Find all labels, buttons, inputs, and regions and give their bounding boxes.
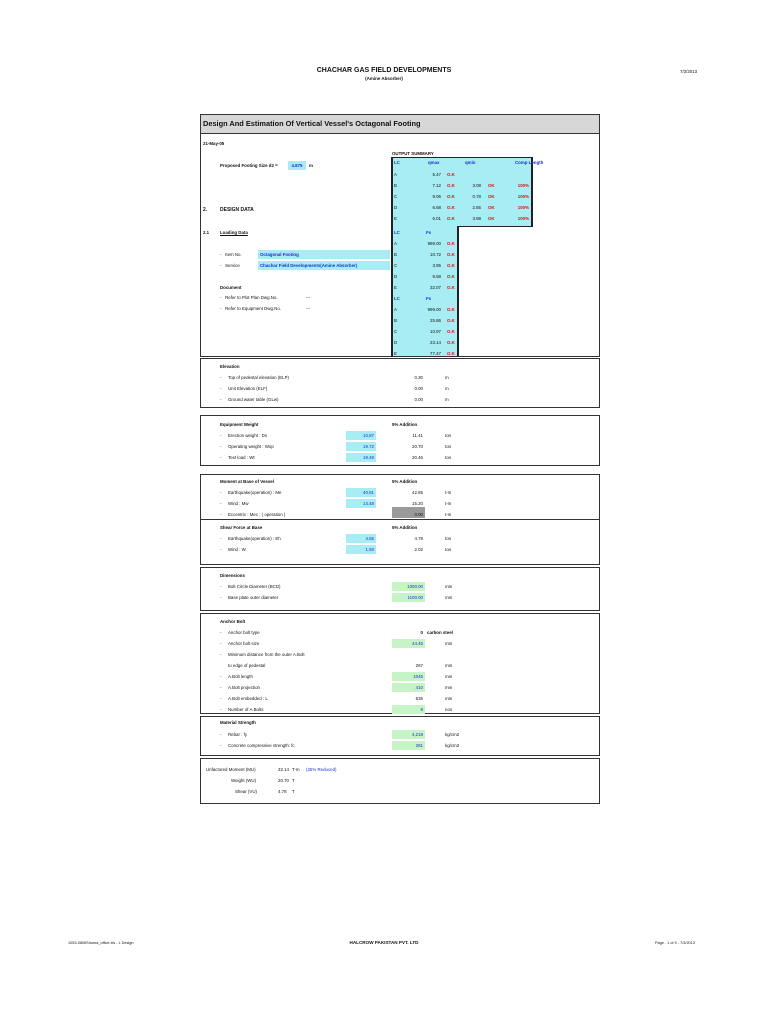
moment-row-label: Earthquake(operation) : Me xyxy=(228,490,282,495)
moment-row-value: 0.00 xyxy=(414,512,423,517)
dimensions-row-value[interactable]: 1100.00 xyxy=(392,593,425,602)
anchor-row-bullet: - xyxy=(220,674,222,679)
anchor-row-value: 267 xyxy=(415,663,423,668)
equipment_weight-row-value: 20.46 xyxy=(412,455,423,460)
unfactored-note: (25% Reduced) xyxy=(306,767,337,772)
sheet-date: 21-May-05 xyxy=(203,141,225,146)
anchor-row-unit: mm xyxy=(445,663,453,668)
elevation-row-bullet: - xyxy=(220,375,222,380)
moment-row-unit: t-m xyxy=(445,512,452,517)
summary-lc-cell: C xyxy=(394,194,398,199)
fs-status-cell: O.K xyxy=(447,274,455,279)
shear-row-input[interactable]: 1.93 xyxy=(346,545,376,554)
summary-header-cell: Comp Length xyxy=(515,160,544,165)
summary-comp-length: 100% xyxy=(517,183,529,188)
subsection-title: Loading Data xyxy=(220,230,248,235)
dimensions-row-bullet: - xyxy=(220,595,222,600)
dimensions-row-label: Bolt Circle Diameter (BCD) xyxy=(228,584,281,589)
summary-qmax-cell: 6.68 xyxy=(432,205,441,210)
anchor-row-unit: mm xyxy=(445,674,453,679)
material-row-label: Concrete compressive strength: fc xyxy=(228,743,295,748)
anchor-row-value: 635 xyxy=(415,696,423,701)
anchor-row-label: Anchor bolt type xyxy=(228,630,260,635)
summary-qmax-status: O.K xyxy=(447,205,455,210)
anchor-title: Anchor Bolt xyxy=(220,619,246,624)
summary-right-border xyxy=(531,157,533,227)
moment-row-label: Eccentric : Mec : ( operation ) xyxy=(228,512,286,517)
summary-qmax-cell: 7.12 xyxy=(432,183,441,188)
header-date: 7/3/2013 xyxy=(680,69,698,74)
shear-row-unit: ton xyxy=(445,547,452,552)
moment-row-bullet: - xyxy=(220,512,222,517)
fs-value-cell: 25.86 xyxy=(430,318,441,323)
elevation-row-unit: m xyxy=(445,375,449,380)
summary-qmin-cell: 2.65 xyxy=(472,205,481,210)
equipment_weight-row-bullet: - xyxy=(220,444,222,449)
dimensions-row-label: Base plate outer diameter xyxy=(228,595,279,600)
section-number: 2. xyxy=(203,207,208,213)
moment-row-label: Wind : Mw xyxy=(228,501,249,506)
material-row-unit: kg/cm2 xyxy=(445,743,460,748)
fs-status-cell: O.K xyxy=(447,329,455,334)
equipment_weight-row-unit: ton xyxy=(445,444,452,449)
fs-lc-cell: B xyxy=(394,318,397,323)
equipment_weight-row-unit: ton xyxy=(445,455,452,460)
document-title: CHACHAR GAS FIELD DEVELOPMENTS xyxy=(316,67,452,74)
anchor-row-unit: mm xyxy=(445,685,453,690)
elevation-row-unit: m xyxy=(445,386,449,391)
fs-lc-cell: C xyxy=(394,263,398,268)
item-value[interactable]: Octagonal Footing xyxy=(258,250,390,259)
summary-comp-length: 100% xyxy=(517,205,529,210)
ref-equip-label: - Refer to Equipment Dwg.No. xyxy=(220,306,282,311)
equipment_weight-row-value: 11.41 xyxy=(412,433,423,438)
material-title: Material Strength xyxy=(220,720,256,725)
unfactored-label: Shear (VU) xyxy=(235,789,257,794)
fs-value-cell: 23.14 xyxy=(430,340,441,345)
anchor-row-label: A.Bolt projection xyxy=(228,685,260,690)
fs-lc-cell: E xyxy=(394,285,397,290)
anchor-row-label: A.Bolt length xyxy=(228,674,253,679)
footer-company: HALCROW PAKISTAN PVT. LTD xyxy=(349,940,419,945)
summary-mid-border xyxy=(457,226,459,357)
fs-value-cell: 999.00 xyxy=(427,241,441,246)
summary-qmin-status: OK xyxy=(488,205,495,210)
elevation-row-bullet: - xyxy=(220,397,222,402)
summary-lc-cell: D xyxy=(394,205,398,210)
shear-row-label: Earthquake(operation) : Eh xyxy=(228,536,281,541)
summary-qmin-status: OK xyxy=(488,216,495,221)
equipment_weight-row-label: Operating weight : Wop xyxy=(228,444,274,449)
footing-size-label: Proposed Footing Size d2 = xyxy=(220,163,278,168)
elevation-row-value: 0.00 xyxy=(414,386,423,391)
anchor-row-label: A.Bolt embedded : L xyxy=(228,696,268,701)
shear-row-unit: ton xyxy=(445,536,452,541)
unfactored-label: Unfactored Moment (MU) xyxy=(206,767,256,772)
equipment_weight-row-label: Erection weight : Ds xyxy=(228,433,268,438)
fs-status-cell: O.K xyxy=(447,318,455,323)
summary-comp-length: 100% xyxy=(517,194,529,199)
shear-row-bullet: - xyxy=(220,536,222,541)
summary-left-border xyxy=(391,157,393,357)
equipment_weight-row-label: Test load : Wt xyxy=(228,455,255,460)
anchor-row-bullet: - xyxy=(220,696,222,701)
fs-status-cell: O.K xyxy=(447,263,455,268)
equipment-weight-title: Equipment Weight xyxy=(220,422,259,427)
elevation-row-bullet: - xyxy=(220,386,222,391)
summary-lc-cell: B xyxy=(394,183,397,188)
fs-value-cell: 3.95 xyxy=(432,263,441,268)
section-title: DESIGN DATA xyxy=(220,207,254,213)
unfactored-value: 32.14 xyxy=(278,767,289,772)
summary-header-cell: qmax xyxy=(428,160,440,165)
anchor-row-bullet: - xyxy=(220,652,222,657)
unfactored-label: Weight (WU) xyxy=(231,778,257,783)
anchor-row-unit: nos xyxy=(445,707,453,712)
dimensions-title: Dimensions xyxy=(220,573,245,578)
summary-step-border xyxy=(457,226,533,227)
moment-row-value: 42.85 xyxy=(412,490,423,495)
anchor-row-label: to edge of pedestal xyxy=(228,663,266,668)
anchor-row-bullet: - xyxy=(220,707,222,712)
fs-value-cell: 999.00 xyxy=(427,307,441,312)
fs-status-cell: O.K xyxy=(447,307,455,312)
fs-header-fs: Fs xyxy=(426,296,432,301)
summary-comp-length: 100% xyxy=(517,216,529,221)
material-row-value[interactable]: 4,218 xyxy=(392,730,425,739)
subsection-number: 2.1 xyxy=(203,230,210,235)
summary-qmin-cell: 0.78 xyxy=(472,194,481,199)
fs-lc-cell: B xyxy=(394,252,397,257)
fs-status-cell: O.K xyxy=(447,241,455,246)
summary-qmax-cell: 6.01 xyxy=(432,216,441,221)
shear-row-value: 4.78 xyxy=(414,536,423,541)
anchor-type-material: carbon steel xyxy=(427,630,453,635)
moment-row-unit: t-m xyxy=(445,501,452,506)
item-label: - Item No. xyxy=(220,252,242,257)
elevation-row-label: Unit Elevation (ELF) xyxy=(228,386,268,391)
fs-status-cell: O.K xyxy=(447,351,455,356)
fs-lc-cell: C xyxy=(394,329,398,334)
fs-status-cell: O.K xyxy=(447,252,455,257)
footing-size-unit: m xyxy=(309,163,313,168)
material-row-value[interactable]: 281 xyxy=(392,741,425,750)
unfactored-unit: T xyxy=(292,789,295,794)
service-value[interactable]: Chachar Field Developments(Amine Absorber) xyxy=(258,261,390,270)
unfactored-unit: T xyxy=(292,778,295,783)
unfactored-unit: T-m xyxy=(292,767,300,772)
shear-row-value: 2.02 xyxy=(414,547,423,552)
equipment_weight-row-bullet: - xyxy=(220,455,222,460)
output-summary-title: OUTPUT SUMMARY xyxy=(392,151,434,156)
summary-qmin-status: OK xyxy=(488,183,495,188)
summary-qmax-status: O.K xyxy=(447,172,455,177)
moment-row-input[interactable]: 14.48 xyxy=(346,499,376,508)
document-subtitle: (Amine Absorber) xyxy=(365,76,403,81)
material-row-bullet: - xyxy=(220,732,222,737)
dimensions-row-unit: mm xyxy=(445,584,453,589)
anchor-row-label: Anchor bolt size xyxy=(228,641,260,646)
summary-qmax-cell: 9.06 xyxy=(432,194,441,199)
equipment_weight-row-unit: ton xyxy=(445,433,452,438)
fs-lc-cell: A xyxy=(394,241,397,246)
anchor-row-value[interactable]: 44.45 xyxy=(392,639,425,648)
fs-value-cell: 10.72 xyxy=(430,252,441,257)
shear-addition: 5% Addition xyxy=(392,525,418,530)
anchor-row-label: Number of A.Bolts xyxy=(228,707,264,712)
anchor-row-unit: mm xyxy=(445,641,453,646)
moment-addition: 5% Addition xyxy=(392,479,418,484)
elevation-row-label: Ground water table (GLw) xyxy=(228,397,279,402)
fs-value-cell: 77.47 xyxy=(430,351,441,356)
unfactored-frame xyxy=(200,758,600,804)
anchor-row-bullet: - xyxy=(220,685,222,690)
material-row-unit: kg/cm2 xyxy=(445,732,460,737)
ref-plot-label: - Refer to Plot Plan Dwg.No. xyxy=(220,295,278,300)
anchor-row-unit: mm xyxy=(445,696,453,701)
equipment_weight-row-input[interactable]: 10.87 xyxy=(346,431,376,440)
moment-row-bullet: - xyxy=(220,490,222,495)
material-row-label: Rebar : fy xyxy=(228,732,248,737)
summary-top-border xyxy=(391,157,533,158)
equipment-weight-addition: 5% Addition xyxy=(392,422,418,427)
elevation-row-value: 0.30 xyxy=(414,375,423,380)
summary-lc-cell: A xyxy=(394,172,397,177)
document-heading: Document xyxy=(220,285,242,290)
fs-value-cell: 10.97 xyxy=(430,329,441,334)
dimensions-row-value[interactable]: 1000.00 xyxy=(392,582,425,591)
elevation-row-label: Top of pedestal elevation (ELP) xyxy=(228,375,290,380)
elevation-row-unit: m xyxy=(445,397,449,402)
summary-qmax-status: O.K xyxy=(447,216,455,221)
shear-title: Shear Force at Base xyxy=(220,525,263,530)
fs-value-cell: 9.58 xyxy=(432,274,441,279)
moment-row-bullet: - xyxy=(220,501,222,506)
service-label: - Service xyxy=(220,263,240,268)
anchor-row-label: Minimum distance from the outer A.Bolt xyxy=(228,652,305,657)
moment-divider xyxy=(200,519,600,520)
fs-lc-cell: D xyxy=(394,340,398,345)
anchor-row-value[interactable]: 8 xyxy=(392,705,425,714)
summary-qmin-status: OK xyxy=(488,194,495,199)
fs-lc-cell: A xyxy=(394,307,397,312)
summary-qmin-cell: 3.98 xyxy=(472,216,481,221)
anchor-row-value[interactable]: 410 xyxy=(392,683,425,692)
shear-row-input[interactable]: 4.55 xyxy=(346,534,376,543)
footing-size-value[interactable]: 4.875 xyxy=(288,161,306,170)
fs-lc-cell: D xyxy=(394,274,398,279)
equipment_weight-row-input[interactable]: 19.72 xyxy=(346,442,376,451)
moment-row-unit: t-m xyxy=(445,490,452,495)
unfactored-value: 20.70 xyxy=(278,778,289,783)
equipment_weight-row-input[interactable]: 19.49 xyxy=(346,453,376,462)
summary-qmax-status: O.K xyxy=(447,194,455,199)
fs-header-lc: LC xyxy=(394,230,400,235)
equipment_weight-row-bullet: - xyxy=(220,433,222,438)
ref-equip-value: --- xyxy=(306,306,311,311)
anchor-type-code: 0 xyxy=(420,630,423,635)
footer-file: 1053-0806Shurna_office.xls - L Design xyxy=(68,941,134,945)
summary-qmin-cell: 3.08 xyxy=(472,183,481,188)
unfactored-value: 4.78 xyxy=(278,789,287,794)
moment-row-input[interactable]: 40.81 xyxy=(346,488,376,497)
summary-lc-cell: E xyxy=(394,216,397,221)
summary-header-cell: LC xyxy=(394,160,400,165)
anchor-row-bullet: - xyxy=(220,641,222,646)
shear-row-bullet: - xyxy=(220,547,222,552)
anchor-row-value[interactable]: 1045 xyxy=(392,672,425,681)
material-row-bullet: - xyxy=(220,743,222,748)
summary-qmax-status: O.K xyxy=(447,183,455,188)
moment-row-value: 15.20 xyxy=(412,501,423,506)
shear-row-label: Wind : W xyxy=(228,547,246,552)
fs-header-fs: Fs xyxy=(426,230,432,235)
elevation-title: Elevation xyxy=(220,364,240,369)
fs-status-cell: O.K xyxy=(447,285,455,290)
anchor-row-bullet: - xyxy=(220,630,222,635)
equipment_weight-row-value: 20.70 xyxy=(412,444,423,449)
fs-value-cell: 32.07 xyxy=(430,285,441,290)
summary-qmax-cell: 5.47 xyxy=(432,172,441,177)
ref-plot-value: --- xyxy=(306,295,311,300)
fs-lc-cell: E xyxy=(394,351,397,356)
summary-header-cell: qmin xyxy=(465,160,476,165)
dimensions-row-unit: mm xyxy=(445,595,453,600)
fs-header-lc: LC xyxy=(394,296,400,301)
sheet-heading: Design And Estimation Of Vertical Vessel's Octagonal Footing xyxy=(203,119,421,128)
footer-page: Page - 1 of 9 - 7/3/2013 xyxy=(655,941,695,945)
moment-title: Moment at Base of Vessel xyxy=(220,479,274,484)
fs-status-cell: O.K xyxy=(447,340,455,345)
dimensions-row-bullet: - xyxy=(220,584,222,589)
elevation-row-value: 0.00 xyxy=(414,397,423,402)
